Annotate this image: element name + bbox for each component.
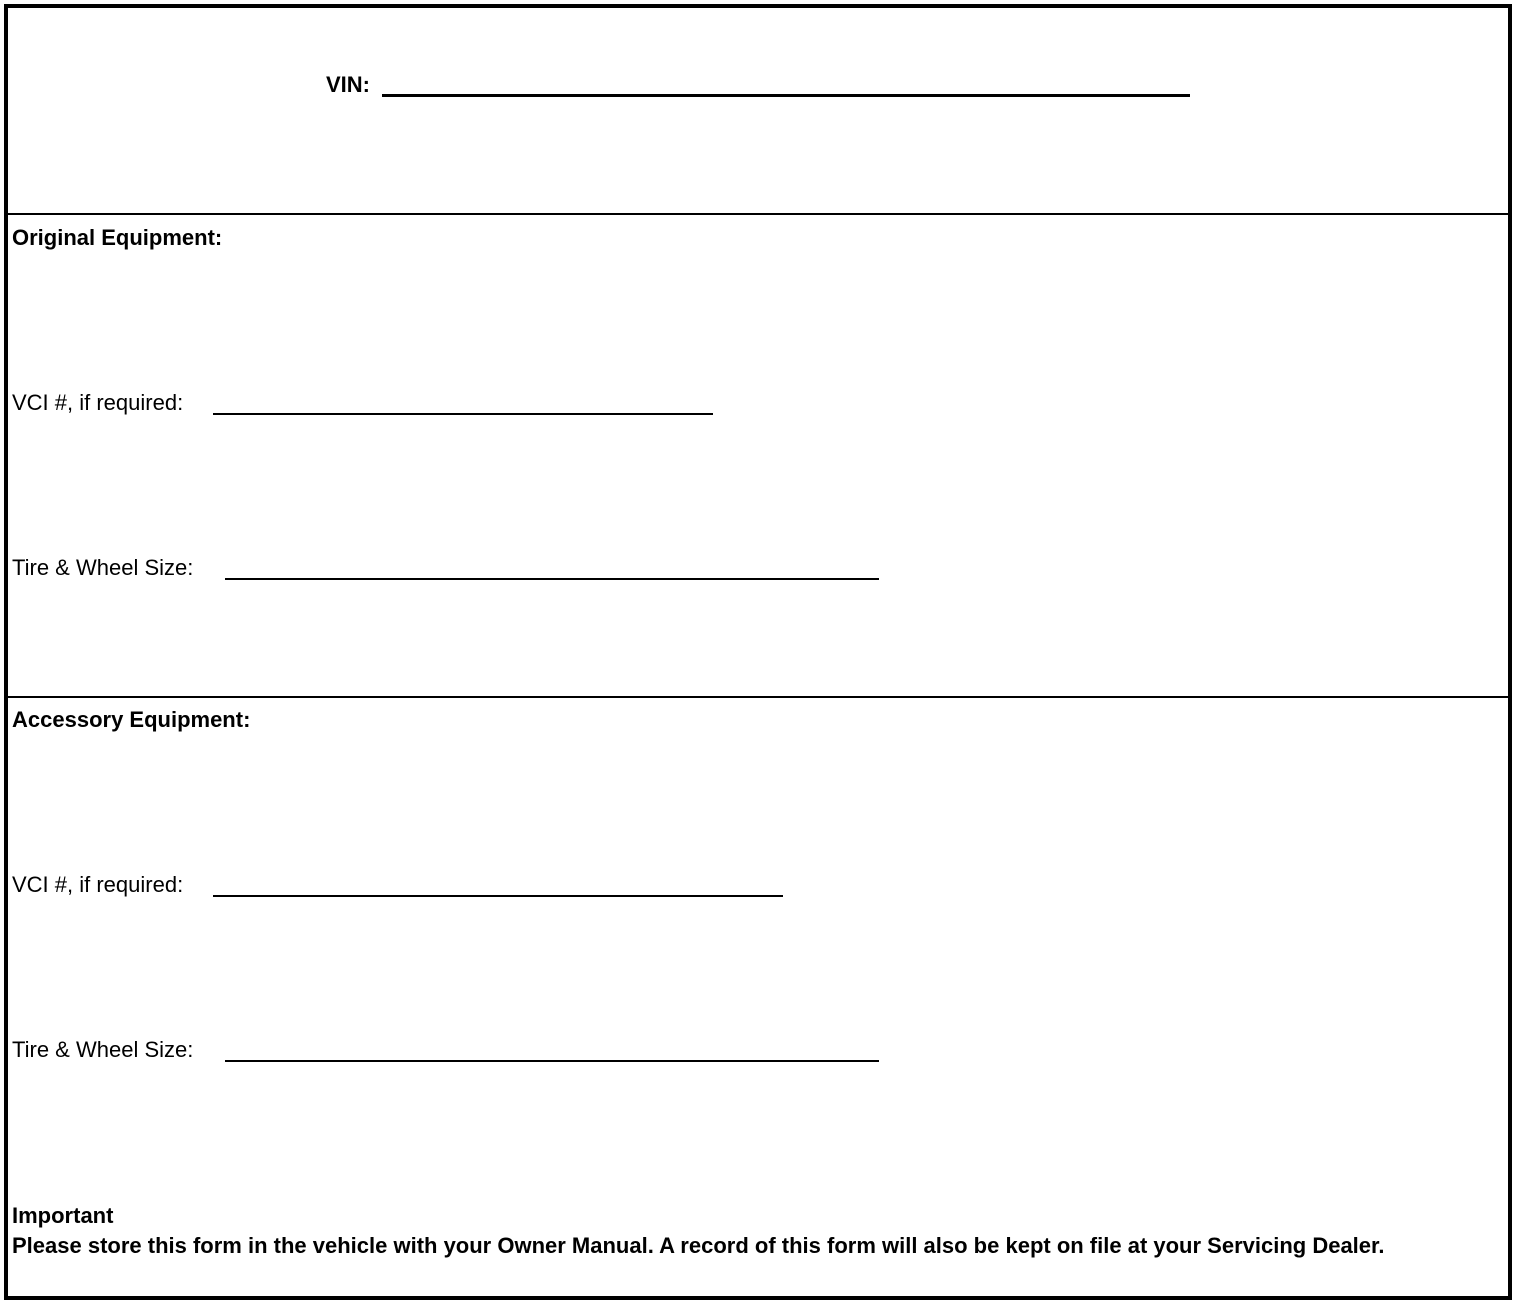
original-vci-field-line[interactable] [213,413,713,415]
vin-field-line[interactable] [382,94,1190,97]
accessory-vci-label: VCI #, if required: [12,872,184,897]
important-title: Important [12,1203,114,1228]
important-notice [12,1201,1502,1261]
original-equipment-heading: Original Equipment: [12,225,223,250]
accessory-tire-wheel-field-line[interactable] [225,1060,879,1062]
original-tire-wheel-field-line[interactable] [225,578,879,580]
important-text: Please store this form in the vehicle with your Owner Manual. A record of this form will also be kept on file at your Servicing Dealer. [12,1233,1385,1258]
form-frame [4,4,1512,1300]
accessory-equipment-heading: Accessory Equipment: [12,707,251,732]
section-divider [8,213,1508,215]
accessory-tire-wheel-label: Tire & Wheel Size: [12,1037,194,1062]
original-vci-label: VCI #, if required: [12,390,184,415]
accessory-vci-field-line[interactable] [213,895,783,897]
section-divider [8,696,1508,698]
vin-label: VIN: [326,72,370,97]
original-tire-wheel-label: Tire & Wheel Size: [12,555,194,580]
